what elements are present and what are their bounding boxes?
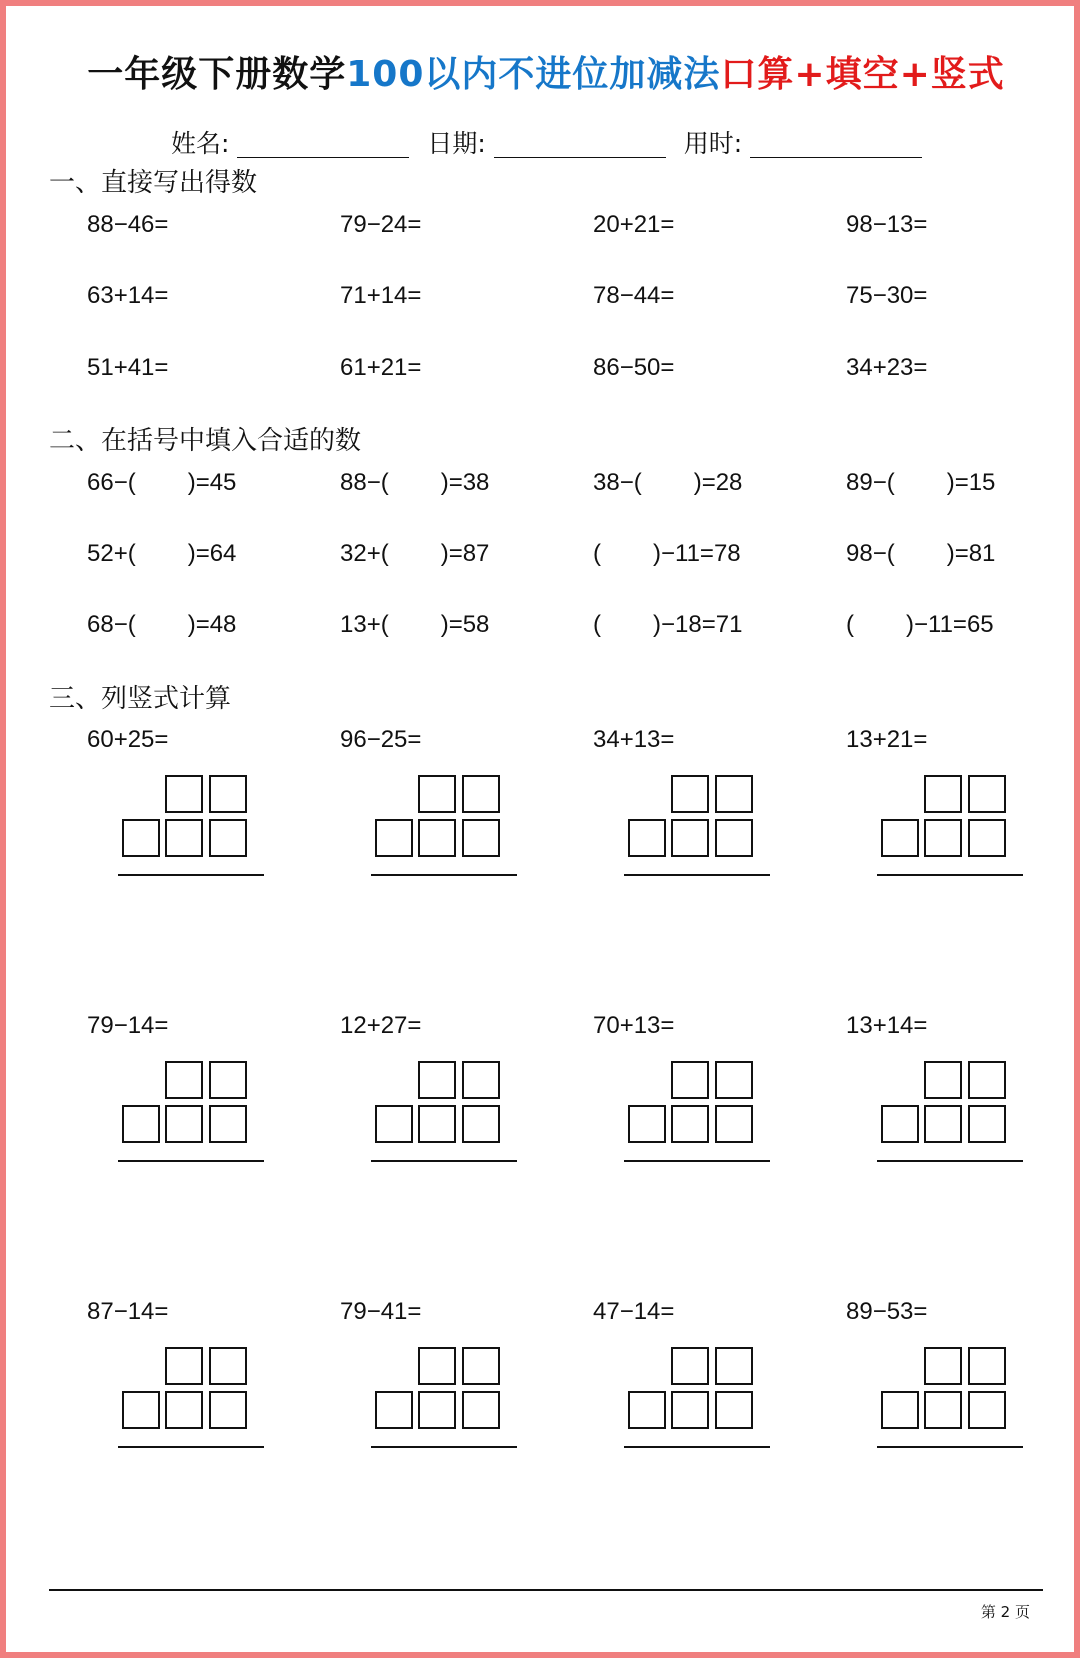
name-label: 姓名: — [171, 129, 230, 158]
digit-box[interactable] — [418, 1105, 456, 1143]
vertical-calc-grid — [877, 1346, 1023, 1454]
digit-box[interactable] — [671, 1061, 709, 1099]
s2-left: 32+( — [340, 540, 389, 567]
result-line — [877, 1446, 1023, 1448]
s2-left: 98−( — [846, 540, 895, 567]
s3-problem: 47−14= — [593, 1298, 675, 1325]
digit-box[interactable] — [628, 819, 666, 857]
page-title — [6, 46, 1080, 97]
digit-box[interactable] — [418, 1061, 456, 1099]
s2-problem — [87, 540, 236, 568]
s2-right: )−11=65 — [906, 611, 994, 638]
s2-right: )=81 — [946, 540, 996, 567]
s1-problem: 34+23= — [846, 354, 928, 381]
digit-box[interactable] — [122, 819, 160, 857]
digit-box[interactable] — [418, 1347, 456, 1385]
s3-problem: 13+14= — [846, 1012, 928, 1039]
digit-box[interactable] — [924, 1061, 962, 1099]
result-line — [118, 1160, 264, 1162]
s1-problem: 75−30= — [846, 282, 928, 309]
digit-box[interactable] — [165, 1391, 203, 1429]
digit-box[interactable] — [165, 1105, 203, 1143]
digit-box[interactable] — [209, 1105, 247, 1143]
vertical-calc-grid — [371, 774, 517, 882]
digit-box[interactable] — [715, 775, 753, 813]
digit-box[interactable] — [715, 819, 753, 857]
title-part-topic: 100以内不进位加减法 — [346, 54, 721, 95]
digit-box[interactable] — [628, 1105, 666, 1143]
s1-problem: 88−46= — [87, 211, 169, 238]
vertical-calc-grid — [118, 774, 264, 882]
time-blank[interactable] — [750, 133, 922, 158]
digit-box[interactable] — [715, 1391, 753, 1429]
digit-box[interactable] — [968, 819, 1006, 857]
vertical-calc-grid — [877, 1060, 1023, 1168]
s1-problem: 79−24= — [340, 211, 422, 238]
s2-problem — [87, 611, 236, 639]
s2-right: )=15 — [946, 469, 996, 496]
digit-box[interactable] — [968, 1105, 1006, 1143]
digit-box[interactable] — [715, 1061, 753, 1099]
s2-left: 52+( — [87, 540, 136, 567]
s2-problem — [340, 469, 489, 497]
s2-right: )−18=71 — [653, 611, 743, 638]
digit-box[interactable] — [462, 1105, 500, 1143]
vertical-calc-grid — [118, 1060, 264, 1168]
digit-box[interactable] — [209, 1391, 247, 1429]
digit-box[interactable] — [375, 1391, 413, 1429]
s2-left: ( — [593, 540, 601, 567]
digit-box[interactable] — [924, 1105, 962, 1143]
s3-problem: 89−53= — [846, 1298, 928, 1325]
s2-problem — [593, 540, 741, 568]
digit-box[interactable] — [462, 1391, 500, 1429]
digit-box[interactable] — [924, 1391, 962, 1429]
digit-box[interactable] — [209, 775, 247, 813]
s1-problem: 20+21= — [593, 211, 675, 238]
digit-box[interactable] — [715, 1347, 753, 1385]
s2-right: )=58 — [440, 611, 490, 638]
digit-box[interactable] — [968, 1347, 1006, 1385]
title-part-grade: 一年级下册数学 — [87, 54, 347, 95]
digit-box[interactable] — [375, 1105, 413, 1143]
s2-problem — [87, 469, 236, 497]
digit-box[interactable] — [462, 775, 500, 813]
section-1-title: 一、直接写出得数 — [49, 168, 258, 198]
s2-problem — [846, 611, 994, 639]
s2-right: )=48 — [187, 611, 237, 638]
vertical-calc-grid — [624, 1346, 770, 1454]
digit-box[interactable] — [418, 775, 456, 813]
result-line — [624, 1446, 770, 1448]
s2-problem — [340, 611, 489, 639]
s3-problem: 34+13= — [593, 726, 675, 753]
digit-box[interactable] — [122, 1391, 160, 1429]
s2-left: 68−( — [87, 611, 136, 638]
digit-box[interactable] — [671, 1347, 709, 1385]
s3-problem: 96−25= — [340, 726, 422, 753]
s2-right: )=64 — [187, 540, 237, 567]
digit-box[interactable] — [418, 819, 456, 857]
digit-box[interactable] — [209, 1061, 247, 1099]
result-line — [371, 1160, 517, 1162]
digit-box[interactable] — [165, 819, 203, 857]
digit-box[interactable] — [968, 775, 1006, 813]
digit-box[interactable] — [924, 819, 962, 857]
digit-box[interactable] — [968, 1061, 1006, 1099]
s3-problem: 12+27= — [340, 1012, 422, 1039]
result-line — [118, 874, 264, 876]
digit-box[interactable] — [462, 1061, 500, 1099]
vertical-calc-grid — [624, 774, 770, 882]
digit-box[interactable] — [671, 819, 709, 857]
s3-problem: 60+25= — [87, 726, 169, 753]
s1-problem: 71+14= — [340, 282, 422, 309]
footer-divider — [49, 1589, 1043, 1591]
title-part-types: 口算+填空+竖式 — [720, 54, 1005, 95]
digit-box[interactable] — [881, 1105, 919, 1143]
s2-left: 89−( — [846, 469, 895, 496]
digit-box[interactable] — [165, 1347, 203, 1385]
name-blank[interactable] — [237, 133, 409, 158]
s1-problem: 98−13= — [846, 211, 928, 238]
result-line — [371, 1446, 517, 1448]
digit-box[interactable] — [375, 819, 413, 857]
s2-problem — [593, 469, 742, 497]
digit-box[interactable] — [715, 1105, 753, 1143]
s2-right: )=45 — [187, 469, 237, 496]
digit-box[interactable] — [671, 1391, 709, 1429]
s2-right: )=38 — [440, 469, 490, 496]
digit-box[interactable] — [209, 1347, 247, 1385]
s2-left: 13+( — [340, 611, 389, 638]
digit-box[interactable] — [968, 1391, 1006, 1429]
s1-problem: 63+14= — [87, 282, 169, 309]
digit-box[interactable] — [924, 1347, 962, 1385]
student-info-row — [171, 124, 932, 160]
section-3-title: 三、列竖式计算 — [49, 684, 232, 714]
digit-box[interactable] — [122, 1105, 160, 1143]
digit-box[interactable] — [209, 819, 247, 857]
s2-problem — [846, 540, 995, 568]
digit-box[interactable] — [628, 1391, 666, 1429]
time-label: 用时: — [683, 129, 743, 158]
result-line — [371, 874, 517, 876]
vertical-calc-grid — [877, 774, 1023, 882]
result-line — [877, 874, 1023, 876]
digit-box[interactable] — [462, 819, 500, 857]
digit-box[interactable] — [924, 775, 962, 813]
s2-left: ( — [846, 611, 854, 638]
result-line — [624, 874, 770, 876]
s3-problem: 13+21= — [846, 726, 928, 753]
s3-problem: 70+13= — [593, 1012, 675, 1039]
vertical-calc-grid — [371, 1060, 517, 1168]
digit-box[interactable] — [671, 775, 709, 813]
result-line — [118, 1446, 264, 1448]
digit-box[interactable] — [881, 1391, 919, 1429]
s2-left: 88−( — [340, 469, 389, 496]
vertical-calc-grid — [371, 1346, 517, 1454]
s3-problem: 79−14= — [87, 1012, 169, 1039]
s2-right: )−11=78 — [653, 540, 741, 567]
digit-box[interactable] — [462, 1347, 500, 1385]
s1-problem: 78−44= — [593, 282, 675, 309]
digit-box[interactable] — [418, 1391, 456, 1429]
digit-box[interactable] — [881, 819, 919, 857]
s1-problem: 51+41= — [87, 354, 169, 381]
section-2-title: 二、在括号中填入合适的数 — [49, 426, 362, 456]
s2-left: 38−( — [593, 469, 642, 496]
result-line — [624, 1160, 770, 1162]
digit-box[interactable] — [671, 1105, 709, 1143]
date-blank[interactable] — [494, 133, 666, 158]
vertical-calc-grid — [624, 1060, 770, 1168]
s1-problem: 61+21= — [340, 354, 422, 381]
digit-box[interactable] — [165, 1061, 203, 1099]
s2-left: 66−( — [87, 469, 136, 496]
s2-problem — [846, 469, 995, 497]
s2-right: )=28 — [693, 469, 743, 496]
vertical-calc-grid — [118, 1346, 264, 1454]
s2-problem — [593, 611, 742, 639]
page-number: 第 2 页 — [980, 1603, 1030, 1621]
s1-problem: 86−50= — [593, 354, 675, 381]
date-label: 日期: — [427, 129, 486, 158]
digit-box[interactable] — [165, 775, 203, 813]
s3-problem: 87−14= — [87, 1298, 169, 1325]
s2-right: )=87 — [440, 540, 490, 567]
s3-problem: 79−41= — [340, 1298, 422, 1325]
result-line — [877, 1160, 1023, 1162]
s2-left: ( — [593, 611, 601, 638]
s2-problem — [340, 540, 489, 568]
